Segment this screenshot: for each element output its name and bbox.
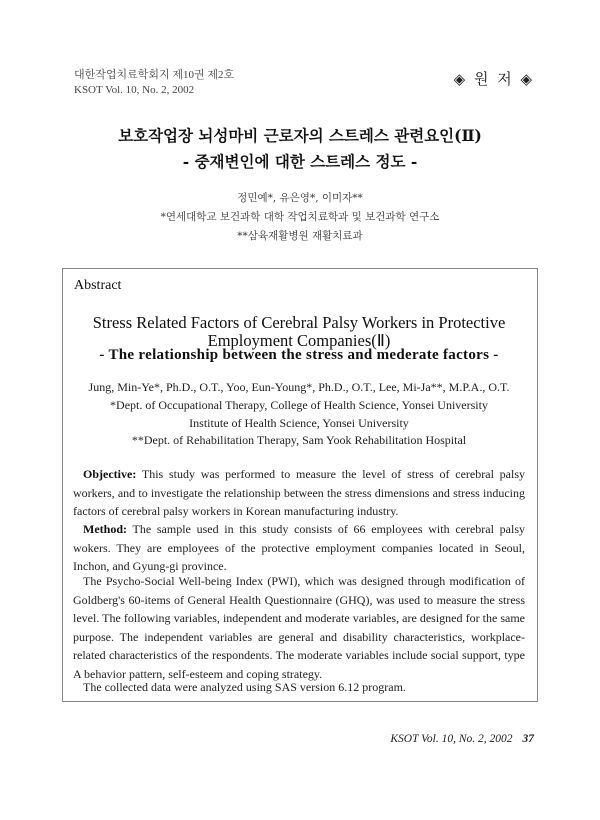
objective-text: This study was performed to measure the level of stress of cerebral palsy workers, and to investigate the relationship between the stress dimensions and stress inducing factors of cerebral palsy workers in Korean manufacturing industry.	[73, 467, 525, 519]
korean-title: 보호작업장 뇌성마비 근로자의 스트레스 관련요인(Ⅱ)	[118, 126, 482, 145]
method-label: Method:	[83, 522, 127, 536]
english-authors: Jung, Min-Ye*, Ph.D., O.T., Yoo, Eun-Young*, Ph.D., O.T., Lee, Mi-Ja**, M.P.A., O.T.	[88, 380, 510, 394]
objective-label: Objective:	[83, 467, 137, 481]
journal-header-english: KSOT Vol. 10, No. 2, 2002	[74, 84, 195, 96]
english-affiliation-1: *Dept. of Occupational Therapy, College of Health Science, Yonsei University	[110, 398, 488, 412]
english-title-line-1: Stress Related Factors of Cerebral Palsy Workers in Protective	[92, 313, 506, 332]
korean-authors: 정민예*, 유은영*, 이미자**	[237, 192, 363, 204]
abstract-heading: Abstract	[74, 278, 122, 293]
english-affiliation-2: Institute of Health Science, Yonsei University	[189, 416, 409, 430]
pwi-paragraph: The Psycho-Social Well-being Index (PWI), which was designed through modification of Goldberg's 60-items of General Health Questionnaire (GHQ), was used to measure the stress level. The following variables, independent and moderate variables, are designed for the same purpose. The independent variables are general and disability characteristics, workplace-related characteristics of the respondents. The moderate variables include social support, type A behavior pattern, self-esteem and coping strategy.	[73, 574, 525, 681]
journal-header-korean: 대한작업치료학회지 제10권 제2호	[74, 69, 235, 81]
english-title-line-2: Employment Companies(Ⅱ)	[207, 331, 391, 350]
footer-journal: KSOT Vol. 10, No. 2, 2002	[390, 733, 513, 745]
method-paragraph	[73, 520, 525, 576]
english-subtitle: - The relationship between the stress and mederate factors -	[99, 347, 499, 363]
korean-affiliation-2: **삼육재활병원 재활치료과	[237, 230, 363, 242]
korean-subtitle: - 중재변인에 대한 스트레스 정도 -	[182, 152, 418, 171]
analysis-paragraph: The collected data were analyzed using SAS version 6.12 program.	[83, 680, 406, 694]
korean-affiliation-1: *연세대학교 보건과학 대학 작업치료학과 및 보건과학 연구소	[160, 211, 440, 223]
article-type-badge: ◈ 원 저 ◈	[453, 70, 534, 88]
method-text: The sample used in this study consists of 66 employees with cerebral palsy wokers. They are employees of the protective employment companies located in Seoul, Inchon, and Gyung-gi province.	[73, 522, 525, 574]
english-affiliation-3: **Dept. of Rehabilitation Therapy, Sam Yook Rehabilitation Hospital	[131, 433, 467, 447]
objective-paragraph	[73, 465, 525, 521]
page-number: 37	[522, 733, 534, 745]
page-footer	[390, 733, 534, 745]
